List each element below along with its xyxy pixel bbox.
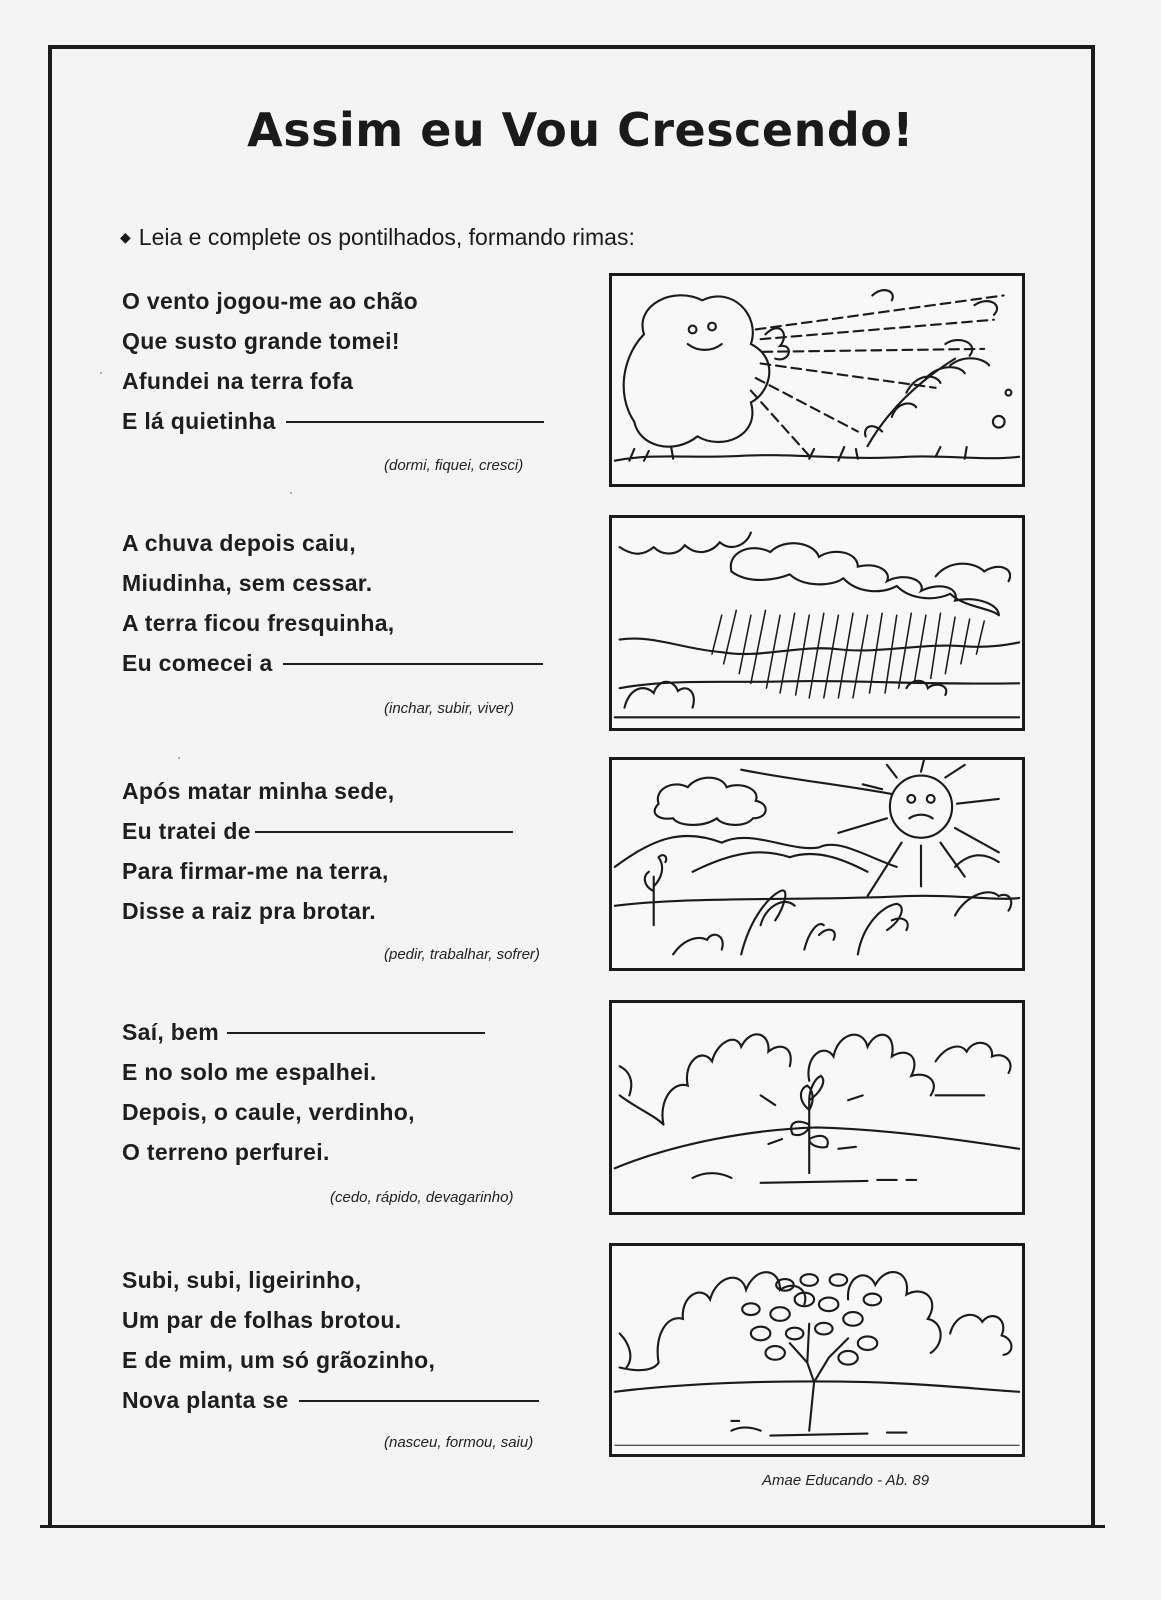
- page-bottom-rule: [40, 1525, 1105, 1528]
- stanza-line: Disse a raiz pra brotar.: [122, 898, 376, 924]
- stanza-1: [122, 281, 592, 441]
- stanza-line: A terra ficou fresquinha,: [122, 610, 395, 636]
- tree-scene-icon: [612, 1246, 1022, 1454]
- stanza-line-text: Eu comecei a: [122, 650, 273, 676]
- word-options: (pedir, trabalhar, sofrer): [384, 946, 540, 963]
- stanza-line: Para firmar-me na terra,: [122, 858, 389, 884]
- word-options: (inchar, subir, viver): [384, 700, 515, 717]
- stanza-line: Depois, o caule, verdinho,: [122, 1099, 415, 1125]
- stanza-line: Que susto grande tomei!: [122, 328, 400, 354]
- stanza-line: O terreno perfurei.: [122, 1139, 330, 1165]
- stanza-line: O vento jogou-me ao chão: [122, 288, 419, 314]
- stanza-line-with-blank: [122, 1380, 592, 1420]
- source-credit: Amae Educando - Ab. 89: [762, 1472, 930, 1489]
- speck: [290, 492, 292, 494]
- stanza-line: Afundei na terra fofa: [122, 368, 354, 394]
- diamond-bullet-icon: ◆: [120, 229, 131, 245]
- answer-blank[interactable]: [255, 831, 513, 833]
- word-options: (nasceu, formou, saiu): [384, 1434, 534, 1451]
- stanza-line: Subi, subi, ligeirinho,: [122, 1267, 362, 1293]
- stanza-4: [122, 1012, 592, 1172]
- sun-scene-illustration: [609, 757, 1025, 971]
- stanza-line-text: Saí, bem: [122, 1019, 219, 1045]
- worksheet-title: Assim eu Vou Crescendo!: [247, 103, 914, 157]
- tree-scene-illustration: [609, 1243, 1025, 1457]
- stanza-line-text: Nova planta se: [122, 1387, 289, 1413]
- stanza-2: [122, 523, 592, 683]
- answer-blank[interactable]: [283, 663, 543, 665]
- stanza-line-text: Eu tratei de: [122, 818, 251, 844]
- stanza-line: Miudinha, sem cessar.: [122, 570, 373, 596]
- stanza-line-with-blank: [122, 811, 592, 851]
- stanza-3: [122, 771, 592, 931]
- stanza-line-text: Após matar minha sede,: [122, 778, 395, 804]
- answer-blank[interactable]: [227, 1032, 485, 1034]
- stanza-line-with-blank: [122, 401, 592, 441]
- stanza-line-with-blank: [122, 1012, 592, 1052]
- stanza-line: E no solo me espalhei.: [122, 1059, 377, 1085]
- stanza-line-text: E lá quietinha: [122, 408, 276, 434]
- wind-scene-illustration: [609, 273, 1025, 487]
- stanza-line: [122, 771, 592, 811]
- stanza-line-with-blank: [122, 643, 592, 683]
- sun-scene-icon: [612, 760, 1022, 968]
- wind-scene-icon: [612, 276, 1022, 484]
- word-options: (dormi, fiquei, cresci): [384, 457, 524, 474]
- sprout-scene-icon: [612, 1003, 1022, 1212]
- stanza-line: Um par de folhas brotou.: [122, 1307, 402, 1333]
- answer-blank[interactable]: [299, 1400, 539, 1402]
- word-options: (cedo, rápido, devagarinho): [330, 1189, 514, 1206]
- speck: [178, 757, 180, 759]
- instruction-text: Leia e complete os pontilhados, formando rimas:: [138, 224, 635, 250]
- stanza-line: E de mim, um só grãozinho,: [122, 1347, 436, 1373]
- instruction: [120, 224, 635, 251]
- answer-blank[interactable]: [286, 421, 544, 423]
- sprout-scene-illustration: [609, 1000, 1025, 1215]
- rain-scene-icon: [612, 518, 1022, 728]
- stanza-5: [122, 1260, 592, 1420]
- rain-scene-illustration: [609, 515, 1025, 731]
- stanza-line: A chuva depois caiu,: [122, 530, 356, 556]
- speck: [100, 372, 102, 374]
